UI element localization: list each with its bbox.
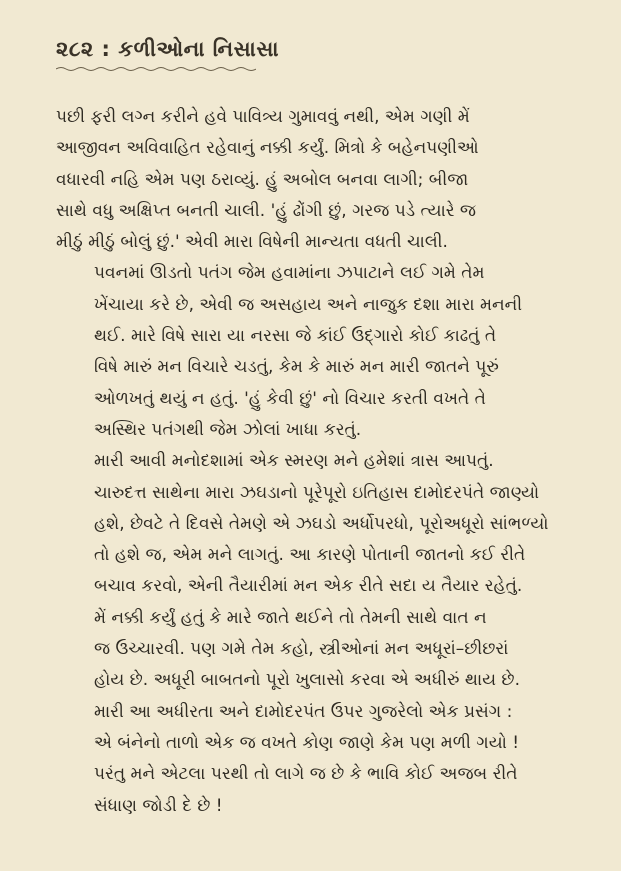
- paragraph-1: [56, 102, 577, 258]
- page-number: ૨૮૨: [56, 37, 94, 61]
- text-line: આજીવન અવિવાહિત રહેવાનું નક્કી કર્યું. મિત્રો કે બહેનપણીઓ: [56, 138, 479, 159]
- chapter-title: કળીઓના નિસાસા: [118, 37, 279, 61]
- text-line: સંધાણ જોડી દે છે !: [94, 795, 223, 816]
- text-line: મારી આવી મનોદશામાં એક સ્મરણ મને હમેશાં ત્રાસ આપતું.: [94, 451, 494, 472]
- header-wavy-rule: [56, 66, 256, 72]
- text-line: પરંતુ મને એટલા પરથી તો લાગે જ છે કે ભાવિ કોઈ અજબ રીતે: [94, 764, 518, 785]
- text-line: હશે, છેવટે તે દિવસે તેમણે એ ઝઘડો અર્ધોપરધો, પૂરોઅધૂરો સાંભળ્યો: [94, 513, 549, 534]
- header-separator: :: [101, 37, 111, 61]
- text-line: મીઠું મીઠું બોલું છું.' એવી મારા વિષેની માન્યતા વધતી ચાલી.: [56, 232, 448, 253]
- text-line: વિષે મારું મન વિચારે ચડતું, કેમ કે મારું મન મારી જાતને પૂરું: [94, 357, 499, 378]
- text-line: મેં નક્કી કર્યું હતું કે મારે જાતે થઈને તો તેમની સાથે વાત ન: [94, 607, 487, 628]
- paragraph-2: [56, 258, 577, 446]
- text-line: થઈ. મારે વિષે સારા યા નરસા જે કાંઈ ઉદ્ગારો કોઈ કાઢતું તે: [94, 326, 497, 347]
- body-text: [56, 102, 577, 822]
- text-line: ઓળખતું થયું ન હતું. 'હું કેવી છું' નો વિચાર કરતી વખતે તે: [94, 388, 486, 409]
- text-line: જ ઉચ્ચારવી. પણ ગમે તેમ કહો, સ્ત્રીઓનાં મન અધૂરાં–છીછરાં: [94, 639, 509, 660]
- text-line: મારી આ અધીરતા અને દામોદરપંત ઉપર ગુજરેલો એક પ્રસંગ :: [94, 701, 513, 722]
- text-line: અસ્થિર પતંગથી જેમ ઝોલાં ખાધા કરતું.: [94, 419, 362, 440]
- text-line: ચારુદત્ત સાથેના મારા ઝઘડાનો પૂરેપૂરો ઇતિહાસ દામોદરપંતે જાણ્યો: [94, 482, 540, 503]
- text-line: વધારવી નહિ એમ પણ ઠરાવ્યું. હું અબોલ બનવા લાગી; બીજા: [56, 169, 469, 190]
- text-line: સાથે વધુ અક્ષિપ્ત બનતી ચાલી. 'હું ઢોંગી છું, ગરજ પડે ત્યારે જ: [56, 200, 477, 221]
- text-line: તો હશે જ, એમ મને લાગતું. આ કારણે પોતાની જાતનો કઈ રીતે: [94, 545, 526, 566]
- text-line: ખેંચાયા કરે છે, એવી જ અસહાય અને નાજુક દશા મારા મનની: [94, 294, 523, 315]
- text-line: એ બંનેનો તાળો એક જ વખતે કોણ જાણે કેમ પણ મળી ગયો !: [94, 732, 520, 753]
- paragraph-3: [56, 446, 577, 822]
- text-line: હોય છે. અધૂરી બાબતનો પૂરો ખુલાસો કરવા એ અધીરું થાય છે.: [94, 670, 520, 691]
- text-line: પછી ફરી લગ્ન કરીને હવે પાવિત્ર્ય ગુમાવવું નથી, એમ ગણી મેં: [56, 107, 470, 127]
- text-line: બચાવ કરવો, એની તૈયારીમાં મન એક રીતે સદા ય તૈયાર રહેતું.: [94, 576, 523, 597]
- text-line: પવનમાં ઊડતો પતંગ જેમ હવામાંના ઝપાટાને લઈ ગમે તેમ: [94, 263, 485, 284]
- running-header: [56, 34, 577, 74]
